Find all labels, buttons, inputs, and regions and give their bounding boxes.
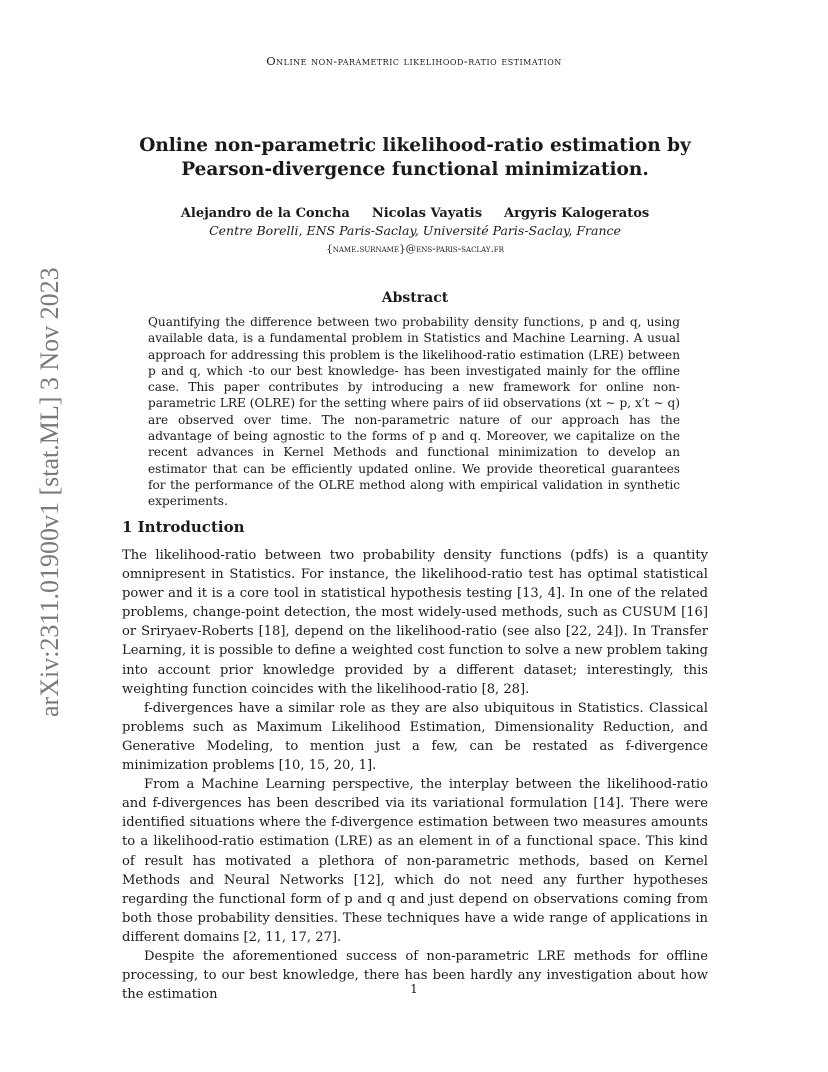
author-list [120, 206, 710, 221]
paragraph: From a Machine Learning perspective, the interplay between the likelihood-ratio and f-divergences has been described via its variational formulation [14]. There were identified situations where the f-divergence estimation between two measures amounts to a likelihood-ratio estimation (LRE) as an element in of a functional space. This kind of result has motivated a plethora of non-parametric methods, based on Kernel Methods and Neural Networks [12], which do not need any further hypotheses regarding the functional form of p and q and just depend on observations coming from both those probability densities. These techniques have a wide range of applications in different domains [2, 11, 17, 27]. [122, 777, 708, 945]
page-number: 1 [410, 982, 418, 996]
affiliation: Centre Borelli, ENS Paris-Saclay, Université Paris-Saclay, France [209, 223, 621, 238]
author-3: Argyris Kalogeratos [504, 206, 650, 221]
abstract-body: Quantifying the difference between two probability density functions, p and q, using available data, is a fundamental problem in Statistics and Machine Learning. A usual approach for addressing this problem is the likelihood-ratio estimation (LRE) between p and q, which -to our best knowledge- has been investigated mainly for the offline case. This paper contributes by introducing a new framework for online non-parametric LRE (OLRE) for the setting where pairs of iid observations (xt ∼ p, x′t ∼ q) are observed over time. The non-parametric nature of our approach has the advantage of being agnostic to the forms of p and q. Moreover, we capitalize on the recent advances in Kernel Methods and functional minimization to develop an estimator that can be efficiently updated online. We provide theoretical guarantees for the performance of the OLRE method along with empirical validation in synthetic experiments. [148, 315, 680, 509]
introduction-body [122, 546, 708, 1004]
title-line-2: Pearson-divergence functional minimization. [181, 159, 649, 180]
title-line-1: Online non-parametric likelihood-ratio estimation by [139, 135, 691, 156]
paragraph: f-divergences have a similar role as they are also ubiquitous in Statistics. Classical problems such as Maximum Likelihood Estimation, Dimensionality Reduction, and Generative Modeling, to mention just a few, can be restated as f-divergence minimization problems [10, 15, 20, 1]. [122, 700, 708, 774]
author-1: Alejandro de la Concha [180, 206, 350, 221]
paragraph: Despite the aforementioned success of non-parametric LRE methods for offline processing, to our best knowledge, there has been hardly any investigation about how the estimation [122, 948, 708, 1003]
running-head: Online non-parametric likelihood-ratio estimation [266, 54, 562, 68]
section-heading: 1 Introduction [122, 518, 245, 536]
author-2: Nicolas Vayatis [371, 206, 483, 221]
abstract-heading: Abstract [381, 290, 449, 306]
paragraph: The likelihood-ratio between two probability density functions (pdfs) is a quantity omnipresent in Statistics. For instance, the likelihood-ratio test has optimal statistical power and it is a core tool in statistical hypothesis testing [13, 4]. In one of the related problems, change-point detection, the most widely-used methods, such as CUSUM [16] or Sriryaev-Roberts [18], depend on the likelihood-ratio (see also [22, 24]). In Transfer Learning, it is possible to define a weighted cost function to solve a new problem taking into account prior knowledge provided by a different dataset; interestingly, this weighting function coincides with the likelihood-ratio [8, 28]. [122, 548, 709, 697]
paper-title [120, 134, 710, 182]
email: {name.surname}@ens-paris-saclay.fr [326, 243, 504, 255]
arxiv-stamp: arXiv:2311.01900v1 [stat.ML] 3 Nov 2023 [35, 267, 64, 717]
